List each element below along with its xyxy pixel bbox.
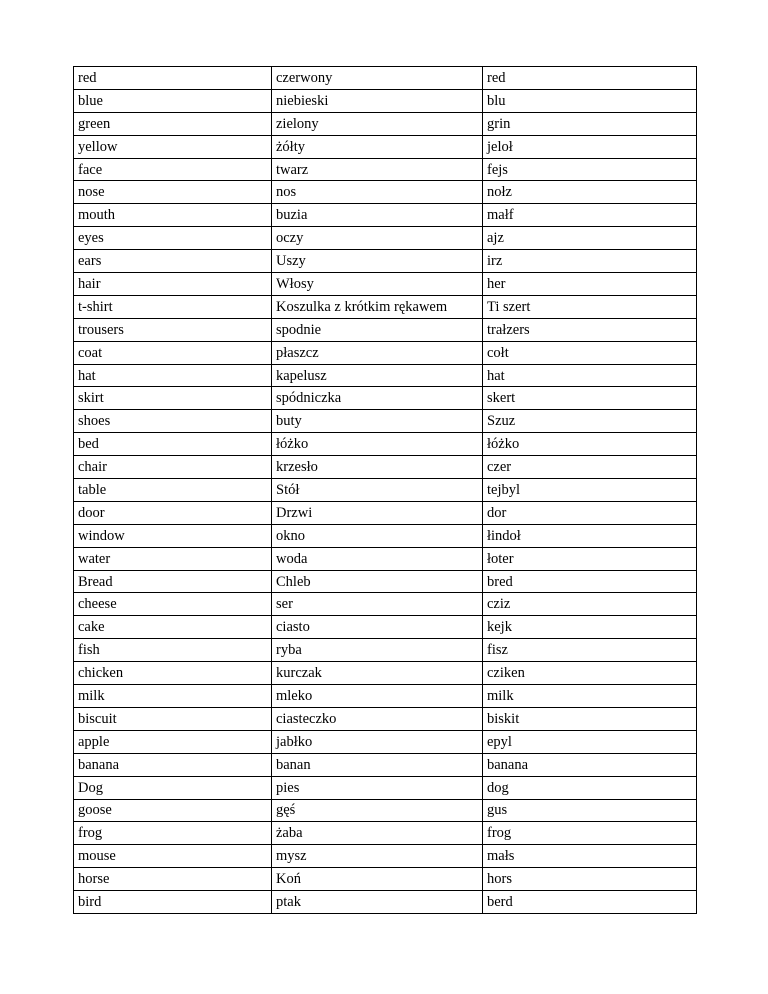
english-word-cell: window [74, 524, 272, 547]
table-row [74, 753, 697, 776]
english-word-cell: biscuit [74, 707, 272, 730]
polish-translation-cell: nos [272, 181, 483, 204]
pronunciation-cell: Ti szert [483, 295, 697, 318]
pronunciation-cell: biskit [483, 707, 697, 730]
pronunciation-cell: małs [483, 845, 697, 868]
english-word-cell: ears [74, 250, 272, 273]
pronunciation-cell: nołz [483, 181, 697, 204]
pronunciation-cell: trałzers [483, 318, 697, 341]
polish-translation-cell: kapelusz [272, 364, 483, 387]
english-word-cell: hair [74, 273, 272, 296]
english-word-cell: banana [74, 753, 272, 776]
polish-translation-cell: ciasteczko [272, 707, 483, 730]
table-row [74, 295, 697, 318]
english-word-cell: cake [74, 616, 272, 639]
english-word-cell: cheese [74, 593, 272, 616]
polish-translation-cell: krzesło [272, 456, 483, 479]
pronunciation-cell: gus [483, 799, 697, 822]
polish-translation-cell: niebieski [272, 89, 483, 112]
polish-translation-cell: kurczak [272, 662, 483, 685]
pronunciation-cell: łindoł [483, 524, 697, 547]
pronunciation-cell: dor [483, 501, 697, 524]
pronunciation-cell: małf [483, 204, 697, 227]
pronunciation-cell: czer [483, 456, 697, 479]
table-row [74, 891, 697, 914]
table-row [74, 501, 697, 524]
pronunciation-cell: skert [483, 387, 697, 410]
table-row [74, 570, 697, 593]
table-row [74, 799, 697, 822]
polish-translation-cell: spódniczka [272, 387, 483, 410]
polish-translation-cell: ryba [272, 639, 483, 662]
table-row [74, 845, 697, 868]
pronunciation-cell: łóżko [483, 433, 697, 456]
table-row [74, 318, 697, 341]
pronunciation-cell: berd [483, 891, 697, 914]
english-word-cell: chair [74, 456, 272, 479]
pronunciation-cell: irz [483, 250, 697, 273]
english-word-cell: red [74, 67, 272, 90]
polish-translation-cell: gęś [272, 799, 483, 822]
pronunciation-cell: jeloł [483, 135, 697, 158]
table-row [74, 776, 697, 799]
pronunciation-cell: cziz [483, 593, 697, 616]
table-row [74, 593, 697, 616]
polish-translation-cell: żaba [272, 822, 483, 845]
table-row [74, 341, 697, 364]
pronunciation-cell: cziken [483, 662, 697, 685]
table-row [74, 89, 697, 112]
table-row [74, 456, 697, 479]
table-row [74, 410, 697, 433]
table-row [74, 273, 697, 296]
pronunciation-cell: fisz [483, 639, 697, 662]
pronunciation-cell: bred [483, 570, 697, 593]
table-row [74, 547, 697, 570]
pronunciation-cell: grin [483, 112, 697, 135]
table-row [74, 433, 697, 456]
english-word-cell: water [74, 547, 272, 570]
table-row [74, 204, 697, 227]
pronunciation-cell: hors [483, 868, 697, 891]
english-word-cell: mouse [74, 845, 272, 868]
english-word-cell: goose [74, 799, 272, 822]
polish-translation-cell: ciasto [272, 616, 483, 639]
polish-translation-cell: oczy [272, 227, 483, 250]
pronunciation-cell: hat [483, 364, 697, 387]
polish-translation-cell: czerwony [272, 67, 483, 90]
english-word-cell: table [74, 479, 272, 502]
pronunciation-cell: blu [483, 89, 697, 112]
polish-translation-cell: buty [272, 410, 483, 433]
polish-translation-cell: jabłko [272, 730, 483, 753]
polish-translation-cell: mysz [272, 845, 483, 868]
english-word-cell: door [74, 501, 272, 524]
pronunciation-cell: Szuz [483, 410, 697, 433]
pronunciation-cell: łoter [483, 547, 697, 570]
pronunciation-cell: ajz [483, 227, 697, 250]
pronunciation-cell: red [483, 67, 697, 90]
english-word-cell: frog [74, 822, 272, 845]
table-row [74, 639, 697, 662]
pronunciation-cell: cołt [483, 341, 697, 364]
table-row [74, 524, 697, 547]
english-word-cell: Bread [74, 570, 272, 593]
polish-translation-cell: ptak [272, 891, 483, 914]
polish-translation-cell: Stół [272, 479, 483, 502]
pronunciation-cell: dog [483, 776, 697, 799]
table-row [74, 616, 697, 639]
english-word-cell: trousers [74, 318, 272, 341]
pronunciation-cell: her [483, 273, 697, 296]
polish-translation-cell: twarz [272, 158, 483, 181]
english-word-cell: fish [74, 639, 272, 662]
table-row [74, 181, 697, 204]
polish-translation-cell: mleko [272, 685, 483, 708]
table-row [74, 730, 697, 753]
english-word-cell: shoes [74, 410, 272, 433]
english-word-cell: apple [74, 730, 272, 753]
table-row [74, 227, 697, 250]
english-word-cell: coat [74, 341, 272, 364]
pronunciation-cell: epyl [483, 730, 697, 753]
polish-translation-cell: Koń [272, 868, 483, 891]
polish-translation-cell: Koszulka z krótkim rękawem [272, 295, 483, 318]
table-row [74, 135, 697, 158]
pronunciation-cell: milk [483, 685, 697, 708]
pronunciation-cell: kejk [483, 616, 697, 639]
polish-translation-cell: Drzwi [272, 501, 483, 524]
english-word-cell: skirt [74, 387, 272, 410]
vocabulary-table-body [74, 67, 697, 914]
english-word-cell: bed [74, 433, 272, 456]
polish-translation-cell: pies [272, 776, 483, 799]
table-row [74, 250, 697, 273]
table-row [74, 685, 697, 708]
table-row [74, 387, 697, 410]
english-word-cell: Dog [74, 776, 272, 799]
english-word-cell: chicken [74, 662, 272, 685]
english-word-cell: mouth [74, 204, 272, 227]
vocabulary-table [73, 66, 697, 914]
table-row [74, 364, 697, 387]
table-row [74, 707, 697, 730]
polish-translation-cell: buzia [272, 204, 483, 227]
polish-translation-cell: zielony [272, 112, 483, 135]
table-row [74, 868, 697, 891]
english-word-cell: eyes [74, 227, 272, 250]
pronunciation-cell: fejs [483, 158, 697, 181]
polish-translation-cell: woda [272, 547, 483, 570]
pronunciation-cell: tejbyl [483, 479, 697, 502]
english-word-cell: blue [74, 89, 272, 112]
table-row [74, 822, 697, 845]
english-word-cell: green [74, 112, 272, 135]
polish-translation-cell: okno [272, 524, 483, 547]
polish-translation-cell: płaszcz [272, 341, 483, 364]
polish-translation-cell: żółty [272, 135, 483, 158]
polish-translation-cell: Chleb [272, 570, 483, 593]
pronunciation-cell: frog [483, 822, 697, 845]
table-row [74, 479, 697, 502]
table-row [74, 158, 697, 181]
pronunciation-cell: banana [483, 753, 697, 776]
polish-translation-cell: ser [272, 593, 483, 616]
polish-translation-cell: spodnie [272, 318, 483, 341]
english-word-cell: milk [74, 685, 272, 708]
english-word-cell: t-shirt [74, 295, 272, 318]
polish-translation-cell: Włosy [272, 273, 483, 296]
english-word-cell: horse [74, 868, 272, 891]
polish-translation-cell: banan [272, 753, 483, 776]
english-word-cell: hat [74, 364, 272, 387]
table-row [74, 67, 697, 90]
english-word-cell: nose [74, 181, 272, 204]
english-word-cell: face [74, 158, 272, 181]
polish-translation-cell: łóżko [272, 433, 483, 456]
table-row [74, 112, 697, 135]
polish-translation-cell: Uszy [272, 250, 483, 273]
english-word-cell: bird [74, 891, 272, 914]
english-word-cell: yellow [74, 135, 272, 158]
table-row [74, 662, 697, 685]
